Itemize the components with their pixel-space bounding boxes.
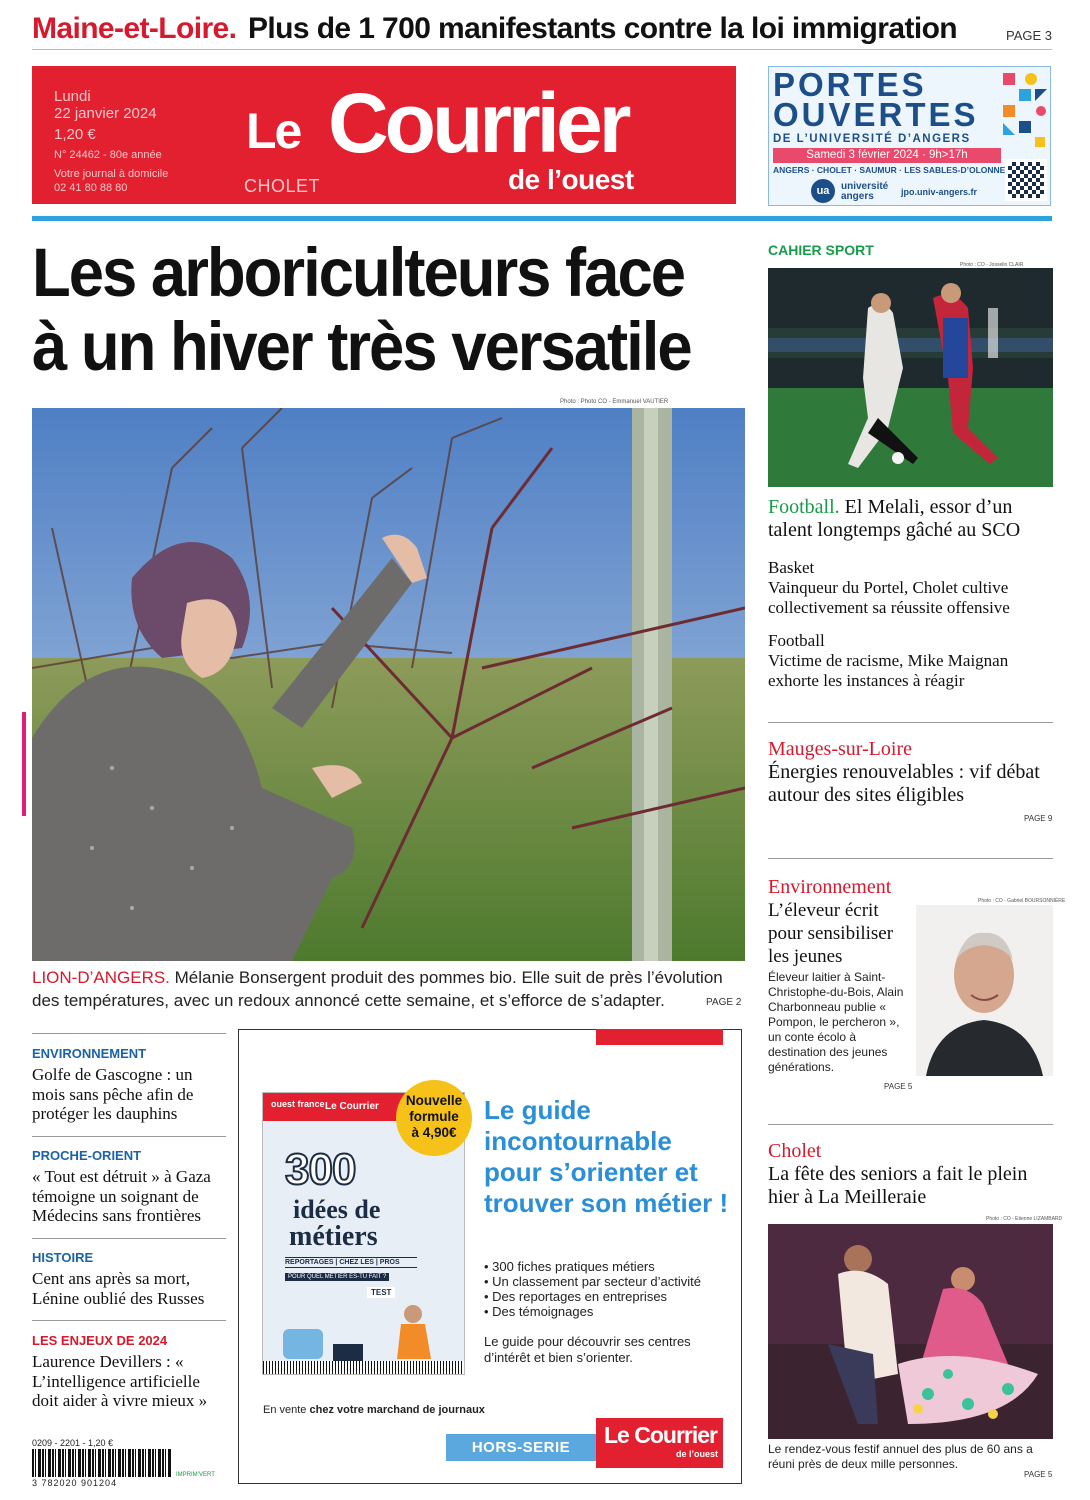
divider xyxy=(768,1124,1053,1125)
orchard-illustration xyxy=(32,408,745,961)
left-story-2-text[interactable]: « Tout est détruit » à Gaza témoigne un soignant de Médecins sans frontières xyxy=(32,1167,211,1225)
sale-prefix: En vente xyxy=(263,1404,310,1416)
portes-ouvertes-ad[interactable] xyxy=(768,66,1051,206)
sport-story-3[interactable] xyxy=(768,631,1053,691)
football-illustration xyxy=(768,268,1053,487)
courrier-logo-small xyxy=(596,1418,723,1468)
left-story-3[interactable] xyxy=(32,1250,226,1308)
guide-sale-info xyxy=(263,1404,485,1416)
mag-test: TEST xyxy=(367,1287,395,1298)
top-banner-kicker: Maine-et-Loire. xyxy=(32,12,237,45)
logo-le: Le xyxy=(246,103,301,159)
mauges-kicker: Mauges-sur-Loire xyxy=(768,738,912,760)
main-photo-orchard-woman[interactable] xyxy=(32,408,745,961)
portrait-illustration xyxy=(916,905,1053,1076)
ua-logo-icon: ua xyxy=(811,179,835,203)
mauges-text[interactable]: Énergies renouvelables : vif débat autour des sites éligibles xyxy=(768,761,1040,806)
ad-url[interactable]: jpo.univ-angers.fr xyxy=(901,187,978,197)
masthead-home-delivery: Votre journal à domicile xyxy=(54,168,169,180)
guide-description: Le guide pour découvrir ses centres d’intérêt et bien s’orienter. xyxy=(484,1334,691,1365)
cholet-photo-credit: Photo : CO - Etienne LIZAMBARD xyxy=(986,1216,1063,1222)
logo-courrier: Courrier xyxy=(328,76,628,170)
main-headline[interactable] xyxy=(32,236,694,384)
cholet-story[interactable] xyxy=(768,1140,1053,1209)
top-banner[interactable] xyxy=(32,10,1052,50)
left-story-4[interactable] xyxy=(32,1333,226,1411)
small-logo-courrier: Le Courrier xyxy=(604,1422,717,1448)
farmer-portrait[interactable] xyxy=(916,905,1053,1076)
mag-brand-courrier: Le Courrier xyxy=(325,1101,379,1112)
guide-headline: Le guide incontournable pour s’orienter et trouver son métier ! xyxy=(484,1095,729,1218)
hors-serie-label: HORS-SERIE xyxy=(446,1434,596,1461)
environnement-page: PAGE 5 xyxy=(884,1082,913,1091)
ad-red-tab xyxy=(596,1029,723,1045)
caption-place: LION-D’ANGERS. xyxy=(32,968,170,987)
edition-city: CHOLET xyxy=(244,176,321,196)
sport-section-label[interactable]: CAHIER SPORT xyxy=(768,242,874,258)
guide-bullet: • Des témoignages xyxy=(484,1304,742,1319)
badge-line3: à 4,90€ xyxy=(411,1125,457,1140)
masthead-phone: 02 41 80 88 80 xyxy=(54,182,128,194)
cholet-kicker: Cholet xyxy=(768,1140,822,1162)
sport-story-2-text[interactable]: Vainqueur du Portel, Cholet cultive collectivement sa réussite offensive xyxy=(768,578,1010,617)
environnement-photo-credit: Photo : CO - Gabriel BOURSONNIÈRE xyxy=(978,898,1066,904)
logo-ouest: de l’ouest xyxy=(508,164,634,195)
masthead xyxy=(32,66,736,204)
sport-story-1[interactable] xyxy=(768,496,1053,542)
seniors-party-photo[interactable] xyxy=(768,1224,1053,1439)
ad-title-line2: OUVERTES xyxy=(773,96,979,133)
ad-univ-line2: angers xyxy=(841,191,874,202)
cholet-caption: Le rendez-vous festif annuel des plus de 60 ans a réuni près de deux mille personnes. xyxy=(768,1442,1033,1471)
sport-story-2[interactable] xyxy=(768,558,1053,618)
divider xyxy=(32,1238,226,1239)
ad-date: Samedi 3 février 2024 · 9h>17h xyxy=(773,148,1001,163)
environnement-head[interactable]: L’éleveur écrit pour sensibiliser les jeunes xyxy=(768,900,894,967)
sport-photo-credit: Photo : CO - Josselin CLAIR xyxy=(960,262,1024,268)
environnement-kicker: Environnement xyxy=(768,876,892,898)
left-story-2-label: PROCHE-ORIENT xyxy=(32,1148,142,1163)
main-headline-line1[interactable]: Les arboriculteurs face xyxy=(32,234,685,311)
environnement-story[interactable] xyxy=(768,876,918,1075)
geometric-decoration-icon xyxy=(1001,71,1047,155)
barcode-digits: 3 782020 901204 xyxy=(32,1478,118,1488)
left-story-2[interactable] xyxy=(32,1148,226,1226)
divider xyxy=(32,1136,226,1137)
divider xyxy=(32,1320,226,1321)
dance-illustration xyxy=(768,1224,1053,1439)
sport-story-2-kicker: Basket xyxy=(768,558,815,577)
masthead-date: 22 janvier 2024 xyxy=(54,105,157,122)
masthead-issue: N° 24462 - 80e année xyxy=(54,149,162,161)
divider xyxy=(32,1033,226,1034)
sale-bold: chez votre marchand de journaux xyxy=(309,1404,485,1416)
top-banner-headline[interactable]: Plus de 1 700 manifestants contre la loi immigration xyxy=(248,12,958,45)
caption-text: Mélanie Bonsergent produit des pommes bio. Elle suit de près l’évolution des températures, avec un redoux annoncé cette semaine, et s’efforce de s’adapter. xyxy=(32,968,723,1010)
barcode-icon xyxy=(32,1449,172,1477)
left-story-1[interactable] xyxy=(32,1046,226,1124)
mauges-page: PAGE 9 xyxy=(1024,814,1053,823)
sport-story-3-kicker: Football xyxy=(768,631,825,650)
environnement-body: Éleveur laitier à Saint-Christophe-du-Bois, Alain Charbonneau publie « Pompon, le percheron », un conte écolo à destination des jeunes générations. xyxy=(768,970,904,1074)
left-story-1-text[interactable]: Golfe de Gascogne : un mois sans pêche afin de protéger les dauphins xyxy=(32,1065,194,1123)
mag-brand-ouest: ouest france xyxy=(271,1099,325,1109)
ad-title-line1: PORTES xyxy=(773,66,927,103)
sport-story-1-text[interactable]: El Melali, essor d’un talent longtemps gâché au SCO xyxy=(768,496,1021,541)
badge-line1: Nouvelle xyxy=(405,1093,463,1108)
qr-code-icon xyxy=(1005,159,1047,201)
guide-bullet: • Des reportages en entreprises xyxy=(484,1289,742,1304)
ad-title-line3: DE L’UNIVERSITÉ D’ANGERS xyxy=(773,133,971,145)
barcode-code: 0209 - 2201 - 1,20 € xyxy=(32,1438,114,1448)
guide-bullets xyxy=(484,1259,742,1319)
main-page-ref: PAGE 2 xyxy=(706,997,742,1008)
imprim-vert-label: IMPRIM’VERT xyxy=(176,1472,215,1478)
guide-bullet: • Un classement par secteur d’activité xyxy=(484,1274,742,1289)
left-story-4-text[interactable]: Laurence Devillers : « L’intelligence artificielle doit aider à vivre mieux » xyxy=(32,1352,208,1410)
new-formula-badge xyxy=(396,1080,472,1156)
left-story-4-label: LES ENJEUX DE 2024 xyxy=(32,1333,168,1348)
masthead-price: 1,20 € xyxy=(54,126,96,143)
mag-title-line2: métiers xyxy=(289,1221,378,1252)
main-photo-caption xyxy=(32,966,745,1012)
ad-cities: ANGERS · CHOLET · SAUMUR · LES SABLES-D’OLONNE xyxy=(773,165,1006,175)
left-story-3-label: HISTOIRE xyxy=(32,1250,94,1265)
side-accent-bar xyxy=(22,712,26,816)
divider xyxy=(768,858,1053,859)
mauges-story[interactable] xyxy=(768,738,1053,807)
masthead-day: Lundi xyxy=(54,88,91,105)
cholet-head[interactable]: La fête des seniors a fait le plein hier à La Meilleraie xyxy=(768,1163,1028,1208)
mag-number: 300 xyxy=(285,1145,356,1194)
mag-title-line1: idées de xyxy=(293,1195,381,1224)
left-story-3-text[interactable]: Cent ans après sa mort, Lénine oublié des Russes xyxy=(32,1269,205,1308)
top-banner-page: PAGE 3 xyxy=(1005,28,1052,43)
guide-bullet: • 300 fiches pratiques métiers xyxy=(484,1259,742,1274)
badge-line2: formule xyxy=(409,1109,459,1124)
left-story-1-label: ENVIRONNEMENT xyxy=(32,1046,147,1061)
header-rule xyxy=(32,216,1052,221)
mag-subtitle-2: POUR QUEL MÉTIER ES-TU FAIT ? xyxy=(285,1273,389,1281)
cholet-page: PAGE 5 xyxy=(1024,1470,1053,1479)
divider xyxy=(768,722,1053,723)
small-logo-ouest: de l’ouest xyxy=(676,1449,719,1459)
football-photo[interactable] xyxy=(768,268,1053,487)
mag-subtitle: REPORTAGES | CHEZ LES | PROS xyxy=(285,1257,417,1268)
main-photo-credit: Photo : Photo CO - Emmanuel VAUTIER xyxy=(560,399,669,405)
ad-univ-line1: université xyxy=(841,181,889,192)
sport-story-3-text[interactable]: Victime de racisme, Mike Maignan exhorte les instances à réagir xyxy=(768,651,1009,690)
main-headline-line2[interactable]: à un hiver très versatile xyxy=(32,308,691,385)
sport-story-1-kicker: Football. xyxy=(768,496,840,518)
